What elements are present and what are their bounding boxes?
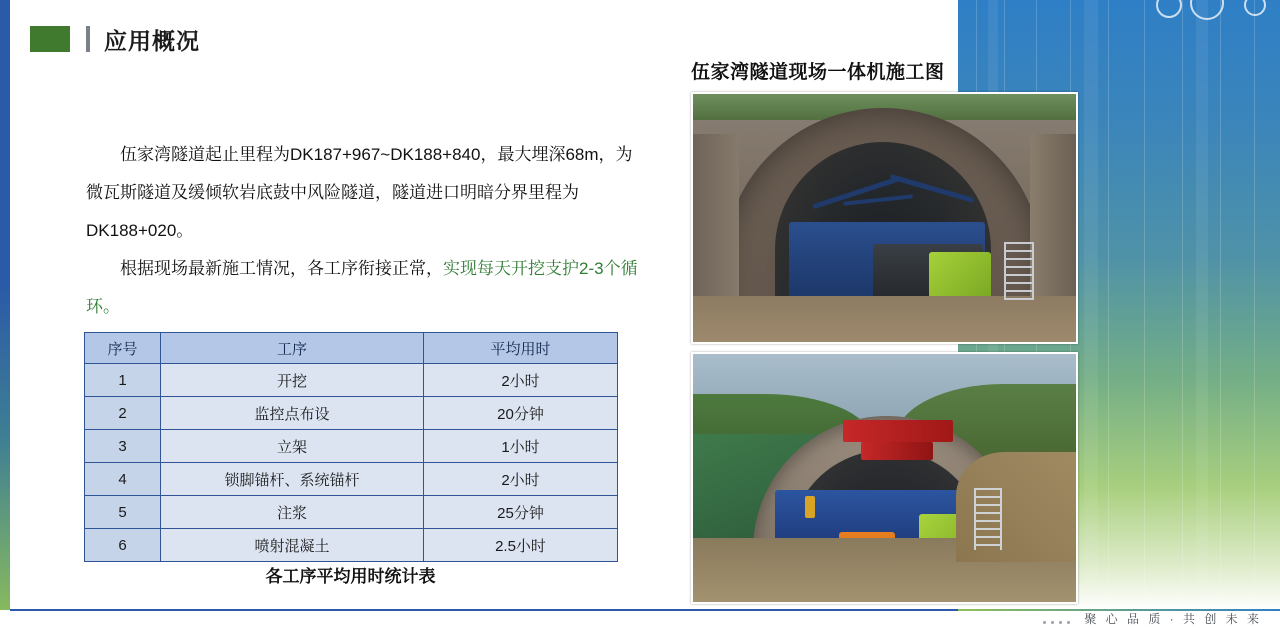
body-text-block	[86, 136, 646, 326]
table-cell-index: 3	[85, 430, 161, 463]
table-row	[85, 529, 618, 562]
body-paragraph-2	[86, 250, 646, 326]
table-cell-process: 开挖	[161, 364, 424, 397]
title-divider	[86, 26, 90, 52]
footer-dots-decoration-icon	[1043, 621, 1070, 624]
body-paragraph-1: 伍家湾隧道起止里程为DK187+967~DK188+840，最大埋深68m，为微瓦斯隧道及缓倾软岩底鼓中风险隧道，隧道进口明暗分界里程为DK188+020。	[86, 145, 633, 240]
table-cell-index: 6	[85, 529, 161, 562]
title-marker-square-icon	[30, 26, 70, 52]
table-cell-process: 监控点布设	[161, 397, 424, 430]
table-cell-duration: 1小时	[424, 430, 618, 463]
table-cell-index: 1	[85, 364, 161, 397]
table-row	[85, 397, 618, 430]
table-row	[85, 496, 618, 529]
table-cell-process: 喷射混凝土	[161, 529, 424, 562]
page-title: 应用概况	[104, 27, 200, 54]
table-cell-process: 立架	[161, 430, 424, 463]
table-cell-process: 注浆	[161, 496, 424, 529]
table-cell-duration: 25分钟	[424, 496, 618, 529]
process-duration-table	[84, 332, 617, 562]
table-cell-duration: 20分钟	[424, 397, 618, 430]
photo-tunnel-interior-machine	[691, 92, 1078, 344]
body-highlight: 实现每天开挖支护2-3个循环。	[86, 259, 638, 316]
photo-tunnel-portal-machine	[691, 352, 1078, 604]
slide-title-row	[30, 22, 200, 56]
image-section-heading: 伍家湾隧道现场一体机施工图	[691, 62, 945, 83]
table-cell-process: 锁脚锚杆、系统锚杆	[161, 463, 424, 496]
body-paragraph-2-plain: 根据现场最新施工情况，各工序衔接正常，	[120, 259, 443, 278]
table-cell-duration: 2.5小时	[424, 529, 618, 562]
table-header-cell: 序号	[85, 333, 161, 364]
table-cell-duration: 2小时	[424, 364, 618, 397]
footer-slogan: 聚 心 品 质 · 共 创 未 来	[1084, 612, 1262, 626]
table-cell-index: 5	[85, 496, 161, 529]
table-cell-index: 4	[85, 463, 161, 496]
table-header-cell: 工序	[161, 333, 424, 364]
table-row	[85, 364, 618, 397]
table-row	[85, 463, 618, 496]
table-header-row	[85, 333, 618, 364]
left-accent-bar	[0, 0, 10, 628]
table-row	[85, 430, 618, 463]
table-cell-index: 2	[85, 397, 161, 430]
table-caption: 各工序平均用时统计表	[265, 567, 436, 586]
table-header-cell: 平均用时	[424, 333, 618, 364]
table-cell-duration: 2小时	[424, 463, 618, 496]
